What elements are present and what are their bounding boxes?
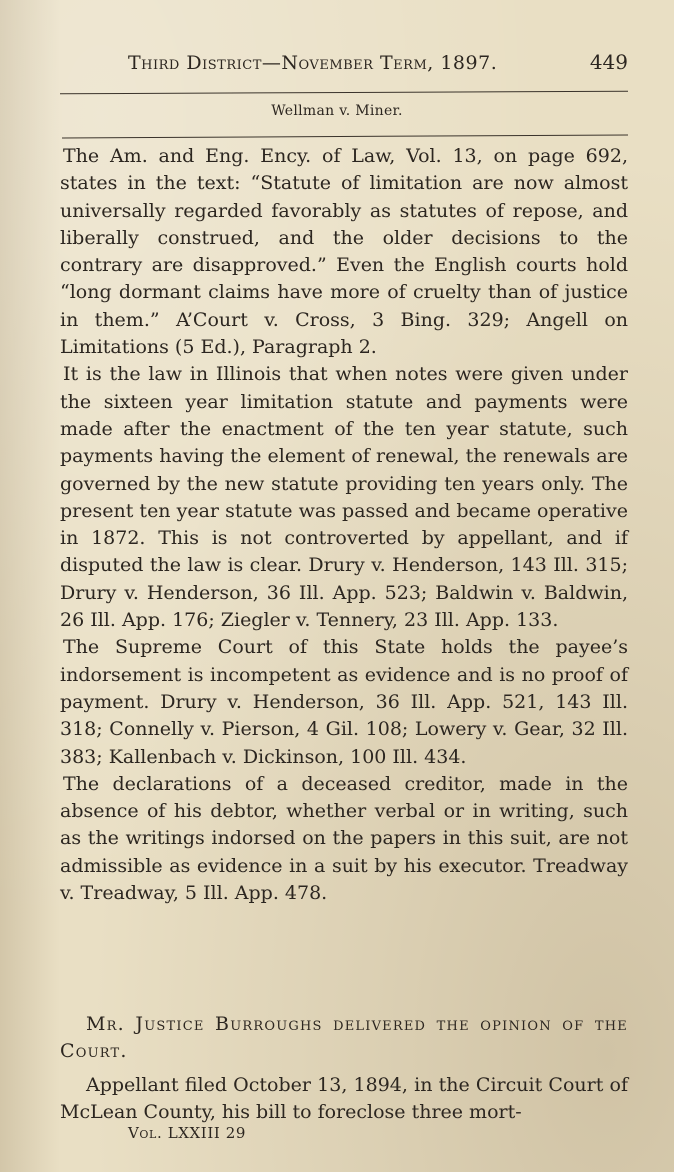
printer-signature: Vol. LXXIII 29 — [128, 1124, 247, 1142]
paragraph-payee-indorsement: The Supreme Court of this State holds the payee’s indorsement is incompetent as evidence and is no proof of payment. Drury v. Henderson, 36 Ill. App. 521, 143 Ill. 318; Connelly v. Pierson, 4 Gil. 108; Lowery v. Gear, 32 Ill. 383; Kallenbach v. Dickinson, 100 Ill. 434. — [60, 636, 628, 768]
paragraph-illinois-law: It is the law in Illinois that when notes were given under the sixteen year limitation statute and payments were made after the enactment of the ten year statute, such payments having the element of renewal, the renewals are governed by the new statute providing ten years only. The present ten year statute was passed and became operative in 1872. This is not controverted by appellant, and if disputed the law is clear. Drury v. Henderson, 143 Ill. 315; Drury v. Henderson, 36 Ill. App. 523; Baldwin v. Baldwin, 26 Ill. App. 176; Ziegler v. Tennery, 23 Ill. App. 133. — [60, 363, 628, 632]
running-head — [128, 46, 628, 78]
opinion-heading: Mr. Justice Burroughs delivered the opinion of the Court. — [60, 1013, 628, 1063]
header-rule-bottom — [62, 135, 628, 139]
case-name: Wellman v. Miner. — [271, 103, 403, 119]
opinion-section — [60, 1011, 628, 1126]
paragraph-creditor-declarations: The declarations of a deceased creditor, made in the absence of his debtor, whether verbal or in writing, such as the writings indorsed on the papers in this suit, are not admissible as evidence in a suit by his executor. Treadway v. Treadway, 5 Ill. App. 478. — [60, 772, 628, 905]
running-head-title: Third District—November Term, 1897. — [128, 52, 498, 74]
page-number: 449 — [589, 50, 628, 74]
brief-text — [60, 143, 628, 907]
header-rule-top — [60, 91, 628, 94]
opinion-paragraph: Appellant filed October 13, 1894, in the Circuit Court of McLean County, his bill to foreclose three mort- — [60, 1073, 628, 1123]
paragraph-limitation-statute: The Am. and Eng. Ency. of Law, Vol. 13, on page 692, states in the text: “Statute of limitation are now almost universally regarded favorably as statutes of repose, and liberally construed, and the older decisions to the contrary are disapproved.” Even the English courts hold “long dormant claims have more of cruelty than of justice in them.” A’Court v. Cross, 3 Bing. 329; Angell on Limitations (5 Ed.), Paragraph 2. — [60, 145, 628, 359]
